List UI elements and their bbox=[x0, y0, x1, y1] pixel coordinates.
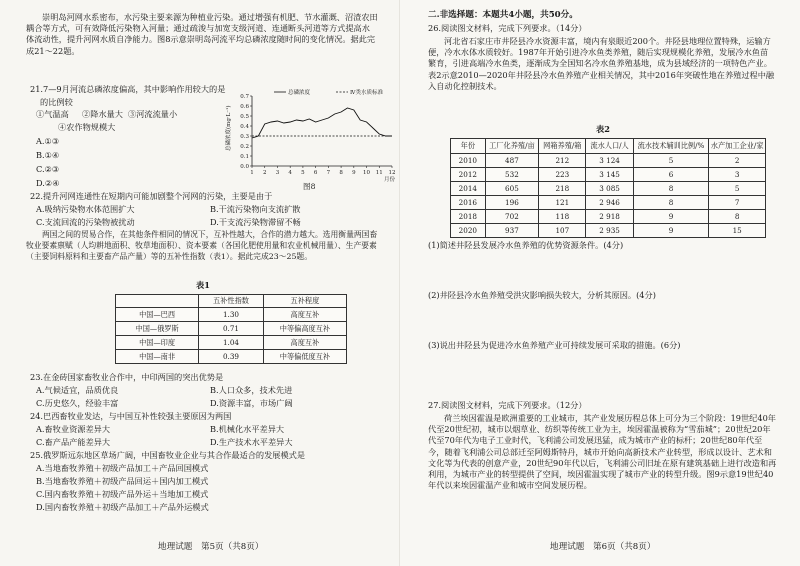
table-1-cell: 0.71 bbox=[199, 322, 264, 336]
q22-option-b[interactable]: B.干流污染物向支流扩散 bbox=[210, 204, 301, 214]
question-22-stem: 22.提升河网连通性在短期内可能加剧整个河网的污染，主要是由于 bbox=[30, 191, 273, 201]
page-footer-left: 地理试题 第5页（共8页） bbox=[158, 542, 264, 552]
figure-8-caption: 图8 bbox=[303, 182, 316, 191]
q21-option-a[interactable]: A.①③ bbox=[36, 136, 60, 146]
table-1-cell: 中国—俄罗斯 bbox=[116, 322, 199, 336]
table-2-caption: 表2 bbox=[596, 124, 610, 134]
table-2-cell: 7 bbox=[709, 196, 766, 210]
x-tick-label: 8 bbox=[339, 170, 343, 176]
question-26-title: 26.阅读图文材料，完成下列要求。（14分） bbox=[428, 23, 587, 33]
q25-option-d[interactable]: D.国内畜牧养殖＋初级产品加工＋产品外运模式 bbox=[36, 502, 209, 512]
table-2-header-cell: 水产加工企业/家 bbox=[709, 139, 766, 154]
table-2-cell: 2014 bbox=[451, 182, 486, 196]
intro-paragraph-1: 崇明岛河网水系密布，水污染主要来源为种植业污染。通过增强有机肥、节水灌溉、沼渣农田耦合等方式，可有效降低污染物入河量；通过疏浚与加宽支级河道、连通断头河道等方式提高水体流动性，提升河网水质自净能力。图8示意崇明岛河流平均总磷浓度随时间的变化情况。据此完成21～22题。 bbox=[26, 12, 378, 56]
x-tick-label: 10 bbox=[363, 170, 371, 176]
question-26-material: 河北省石家庄市井陉县冷水资源丰富，境内有泉眼近200个。井陉县地理位置特殊，运输方便，冷水水体水质较好。1987年开始引进冷水鱼类养殖，随后实现规模化养殖，发展冷水鱼苗繁育，引进高端冷水鱼类，逐渐成为全国知名冷水鱼养殖基地，成为县域经济的一项特色产业。表2示意2010—2020年井陉县冷水鱼养殖产业相关情况，其中2016年突破性地在养殖过程中融入自动化控制技术。 bbox=[428, 36, 775, 91]
table-2-cell: 2010 bbox=[451, 154, 486, 168]
q22-option-c[interactable]: C.支流回流的污染物被扰动 bbox=[36, 217, 135, 227]
table-2-cell: 2 935 bbox=[586, 224, 633, 238]
table-1-header-cell bbox=[116, 295, 199, 308]
question-26-part-1: (1)简述井陉县发展冷水鱼养殖的优势资源条件。(4分) bbox=[428, 240, 624, 250]
table-2-row bbox=[451, 154, 766, 168]
section-heading: 二.非选择题：本题共4小题，共50分。 bbox=[428, 10, 578, 20]
q23-option-a[interactable]: A.气候适宜，品质优良 bbox=[36, 385, 119, 395]
table-1-row bbox=[116, 308, 347, 322]
table-2-cell: 8 bbox=[633, 182, 709, 196]
table-2-row bbox=[451, 224, 766, 238]
q24-option-b[interactable]: B.机械化水平差异大 bbox=[210, 424, 285, 434]
x-tick-label: 5 bbox=[301, 170, 305, 176]
q21-item-2: ②降水量大 bbox=[82, 109, 123, 119]
table-2-cell: 15 bbox=[709, 224, 766, 238]
x-tick-label: 7 bbox=[326, 170, 331, 176]
legend-label: Ⅳ类水质标准 bbox=[350, 90, 383, 96]
table-2-row bbox=[451, 168, 766, 182]
table-2-cell: 9 bbox=[633, 224, 709, 238]
q24-option-d[interactable]: D.生产技术水平差异大 bbox=[210, 437, 293, 447]
table-2-cell: 2 946 bbox=[586, 196, 633, 210]
table-2-cell: 2018 bbox=[451, 210, 486, 224]
question-24-stem: 24.巴西畜牧业发达，与中国互补性较强主要原因为两国 bbox=[30, 411, 232, 421]
y-axis-label: 总磷浓度(mg·L⁻¹) bbox=[226, 105, 232, 151]
table-2-cell: 8 bbox=[633, 196, 709, 210]
table-2-header-cell: 工厂化养殖/亩 bbox=[485, 139, 539, 154]
q21-item-3: ③河流流量小 bbox=[128, 109, 178, 119]
x-axis-label: 月份 bbox=[384, 177, 396, 183]
question-26-part-2: (2)井陉县冷水鱼养殖受洪灾影响损失较大，分析其原因。(4分) bbox=[428, 290, 656, 300]
y-tick-label: 0.7 bbox=[240, 94, 249, 100]
table-2-cell: 3 bbox=[709, 168, 766, 182]
table-1-caption: 表1 bbox=[196, 280, 210, 290]
q21-option-d[interactable]: D.②④ bbox=[36, 178, 60, 188]
x-tick-label: 4 bbox=[288, 170, 292, 176]
x-tick-label: 9 bbox=[352, 170, 356, 176]
table-1-cell: 高度互补 bbox=[263, 336, 346, 350]
table-2-cell: 223 bbox=[539, 168, 586, 182]
q23-option-d[interactable]: D.资源丰富，市场广阔 bbox=[210, 398, 293, 408]
series-line-total-phosphorus bbox=[252, 108, 392, 138]
question-23-stem: 23.在金砖国家畜牧业合作中，中印两国的突出优势是 bbox=[30, 372, 224, 382]
table-1-cell: 中等偏低度互补 bbox=[263, 350, 346, 364]
y-tick-label: 0.2 bbox=[240, 144, 249, 150]
table-2-cell: 5 bbox=[633, 154, 709, 168]
table-2-cell: 5 bbox=[709, 182, 766, 196]
table-1-row bbox=[116, 322, 347, 336]
table-2 bbox=[450, 138, 766, 238]
q25-option-b[interactable]: B.当地畜牧养殖＋初级产品回运＋国内加工模式 bbox=[36, 476, 209, 486]
intro-paragraph-2: 两国之间的贸易合作，在其他条件相同的情况下，互补性越大，合作的潜力越大。选用衡量两国畜牧业要素禀赋（人均耕地面积、牧草地面积）、资本要素（各国化肥使用量和农业机械用量）、生产要素（主要饲料原料和主要畜产品产量）等的五补性指数（表1）。据此完成23～25题。 bbox=[26, 230, 378, 261]
x-tick-label: 3 bbox=[275, 170, 280, 176]
x-tick-label: 6 bbox=[313, 170, 318, 176]
table-1 bbox=[115, 294, 347, 364]
q21-option-b[interactable]: B.①④ bbox=[36, 150, 60, 160]
table-2-cell: 6 bbox=[633, 168, 709, 182]
question-27-material: 荷兰埃因霍温是欧洲重要的工业城市，其产业发展历程总体上可分为三个阶段：19世纪40年代至20世纪初，城市以烟草业、纺织等传统工业为主，埃因霍温被称为“雪茄城”；20世纪20年代至70年代为电子工业时代，飞利浦公司发展迅猛，成为城市产业的标杆；20世纪80年代至今，随着飞利浦公司总部迁至阿姆斯特丹，城市开始向高新技术产业转型，形成以设计、艺术和文化等为代表的创意产业，20世纪90年代以后，飞利浦公司旧址在原有建筑基础上进行改造和再利用，为城市产业的转型提供了空间，埃因霍温实现了城市产业的转型升级。图9示意19世纪40年代以来埃因霍温产业和城市空间发展历程。 bbox=[428, 413, 777, 491]
table-2-cell: 218 bbox=[539, 182, 586, 196]
table-2-cell: 532 bbox=[485, 168, 539, 182]
table-2-cell: 9 bbox=[633, 210, 709, 224]
figure-8-chart bbox=[222, 84, 402, 192]
table-1-cell: 1.30 bbox=[199, 308, 264, 322]
table-2-cell: 8 bbox=[709, 210, 766, 224]
y-tick-label: 0.4 bbox=[240, 124, 249, 130]
table-2-row bbox=[451, 182, 766, 196]
table-2-cell: 2016 bbox=[451, 196, 486, 210]
table-1-row bbox=[116, 350, 347, 364]
table-1-cell: 高度互补 bbox=[263, 308, 346, 322]
table-1-cell: 0.39 bbox=[199, 350, 264, 364]
table-2-cell: 3 085 bbox=[586, 182, 633, 196]
q21-option-c[interactable]: C.②③ bbox=[36, 164, 60, 174]
table-2-row bbox=[451, 210, 766, 224]
table-1-header-cell: 五补程度 bbox=[263, 295, 346, 308]
question-25-stem: 25.俄罗斯远东地区草场广阔，中国畜牧业企业与其合作最适合的发展模式是 bbox=[30, 450, 306, 460]
table-2-cell: 3 145 bbox=[586, 168, 633, 182]
question-26-part-3: (3)说出井陉县为促进冷水鱼养殖产业可持续发展可采取的措施。(6分) bbox=[428, 340, 681, 350]
page-footer-right: 地理试题 第6页（共8页） bbox=[550, 542, 656, 552]
table-2-cell: 2020 bbox=[451, 224, 486, 238]
table-2-row bbox=[451, 196, 766, 210]
question-21-stem: 21.7—9月河流总磷浓度偏高，其中影响作用较大的是 bbox=[30, 84, 226, 94]
table-1-cell: 中等偏高度互补 bbox=[263, 322, 346, 336]
table-2-cell: 121 bbox=[539, 196, 586, 210]
question-27-title: 27.阅读图文材料，完成下列要求。（12分） bbox=[428, 400, 587, 410]
y-tick-label: 0.0 bbox=[240, 164, 249, 170]
table-1-cell: 1.04 bbox=[199, 336, 264, 350]
q23-option-c[interactable]: C.历史悠久，经验丰富 bbox=[36, 398, 119, 408]
table-2-cell: 3 124 bbox=[586, 154, 633, 168]
table-2-cell: 487 bbox=[485, 154, 539, 168]
x-tick-label: 12 bbox=[388, 170, 396, 176]
q21-item-4: ④农作物规模大 bbox=[58, 122, 116, 132]
table-1-header-cell: 五补性指数 bbox=[199, 295, 264, 308]
table-1-cell: 中国—印度 bbox=[116, 336, 199, 350]
y-tick-label: 0.3 bbox=[240, 134, 249, 140]
table-2-header-cell: 年份 bbox=[451, 139, 486, 154]
table-2-cell: 107 bbox=[539, 224, 586, 238]
y-tick-label: 0.5 bbox=[240, 114, 249, 120]
table-2-header-cell: 流水技术辅训比例/% bbox=[633, 139, 709, 154]
q25-option-a[interactable]: A.当地畜牧养殖＋初级产品加工＋产品回国模式 bbox=[36, 463, 209, 473]
q22-option-d[interactable]: D.干支流污染物滞留不畅 bbox=[210, 217, 301, 227]
table-2-cell: 937 bbox=[485, 224, 539, 238]
y-tick-label: 0.6 bbox=[240, 104, 249, 110]
table-2-cell: 702 bbox=[485, 210, 539, 224]
q21-label: 的比例较 bbox=[40, 97, 73, 107]
table-2-cell: 2 918 bbox=[586, 210, 633, 224]
table-2-cell: 118 bbox=[539, 210, 586, 224]
exam-page-6 bbox=[400, 0, 800, 566]
table-2-header-cell: 流水人口/人 bbox=[586, 139, 633, 154]
q22-option-a[interactable]: A.吸纳污染物水体范围扩大 bbox=[36, 204, 135, 214]
q21-item-1: ①气温高 bbox=[36, 109, 69, 119]
x-tick-label: 1 bbox=[250, 170, 254, 176]
table-1-row bbox=[116, 336, 347, 350]
table-2-cell: 2012 bbox=[451, 168, 486, 182]
table-2-cell: 212 bbox=[539, 154, 586, 168]
q25-option-c[interactable]: C.国内畜牧养殖＋初级产品外运＋当地加工模式 bbox=[36, 489, 209, 499]
q23-option-b[interactable]: B.人口众多，技术先进 bbox=[210, 385, 293, 395]
table-2-cell: 2 bbox=[709, 154, 766, 168]
q24-option-c[interactable]: C.畜产品产能差异大 bbox=[36, 437, 111, 447]
table-2-cell: 196 bbox=[485, 196, 539, 210]
y-tick-label: 0.1 bbox=[240, 154, 249, 160]
table-1-cell: 中国—巴西 bbox=[116, 308, 199, 322]
table-1-cell: 中国—南非 bbox=[116, 350, 199, 364]
q24-option-a[interactable]: A.畜牧业资源差异大 bbox=[36, 424, 111, 434]
x-tick-label: 11 bbox=[375, 170, 383, 176]
x-tick-label: 2 bbox=[262, 170, 267, 176]
legend-label: 总磷浓度 bbox=[288, 90, 311, 96]
table-2-cell: 605 bbox=[485, 182, 539, 196]
table-2-header-cell: 网箱养殖/箱 bbox=[539, 139, 586, 154]
